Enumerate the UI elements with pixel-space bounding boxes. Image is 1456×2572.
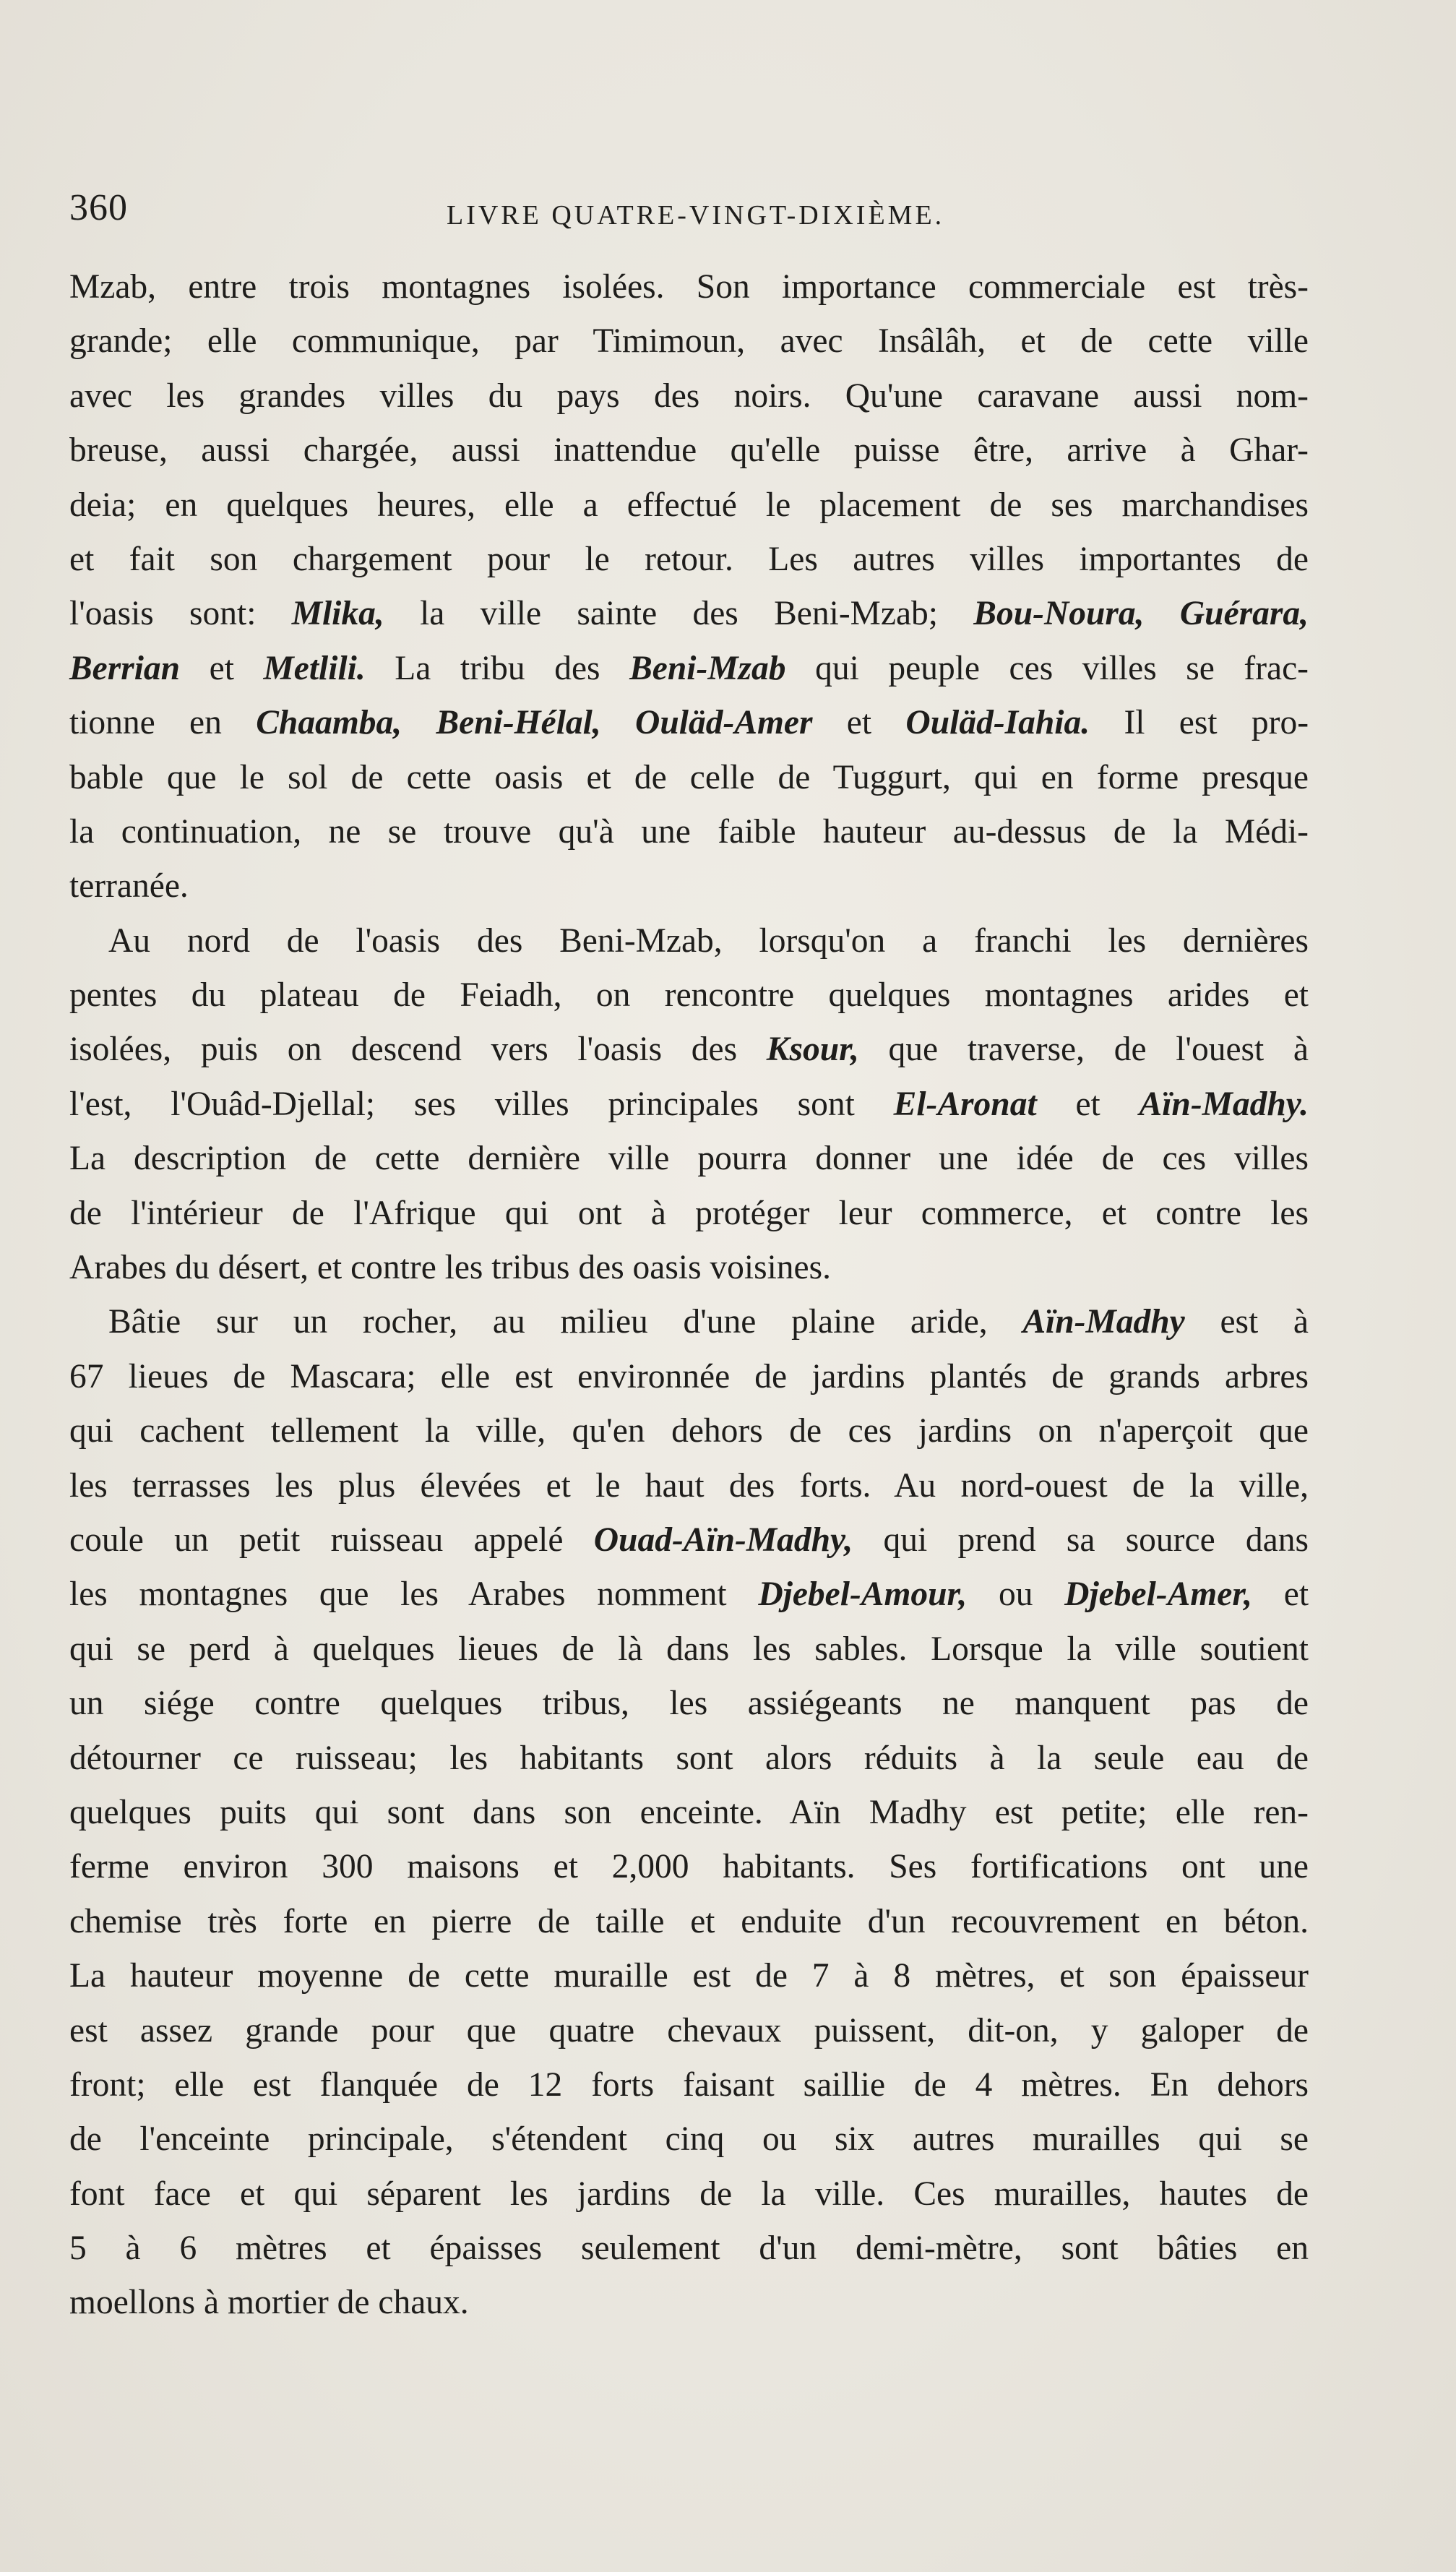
text-line bbox=[69, 2222, 1309, 2276]
text-segment: moellons à mortier de chaux. bbox=[69, 2284, 469, 2322]
italic-place-name: Bou-Noura, Guérara, bbox=[973, 595, 1309, 633]
text-line bbox=[69, 2004, 1309, 2058]
text-segment: les montagnes que les Arabes nomment bbox=[69, 1575, 759, 1614]
text-line bbox=[69, 1786, 1309, 1840]
text-line bbox=[69, 1404, 1309, 1458]
text-line bbox=[69, 369, 1309, 423]
text-segment: et fait son chargement pour le retour. Les autres villes importantes de bbox=[69, 540, 1309, 578]
running-head: LIVRE QUATRE-VINGT-DIXIÈME. bbox=[447, 200, 945, 231]
text-line bbox=[69, 2058, 1309, 2112]
text-segment: de l'intérieur de l'Afrique qui ont à protéger leur commerce, et contre les bbox=[69, 1194, 1309, 1232]
text-line bbox=[69, 423, 1309, 478]
text-segment: la ville sainte des Beni-Mzab; bbox=[384, 595, 974, 633]
text-segment: 5 à 6 mètres et épaisses seulement d'un demi-mètre, sont bâties en bbox=[69, 2229, 1309, 2268]
text-segment: Mzab, entre trois montagnes isolées. Son importance commerciale est très- bbox=[69, 268, 1309, 306]
italic-place-name: Ksour, bbox=[766, 1031, 859, 1069]
italic-place-name: Ouad-Aïn-Madhy, bbox=[593, 1521, 853, 1559]
text-segment: breuse, aussi chargée, aussi inattendue qu'elle puisse être, arrive à Ghar- bbox=[69, 431, 1309, 470]
text-segment: isolées, puis on descend vers l'oasis des bbox=[69, 1031, 767, 1069]
text-line bbox=[69, 533, 1309, 587]
italic-place-name: Aïn-Madhy bbox=[1022, 1303, 1185, 1341]
text-segment: un siége contre quelques tribus, les assiégeants ne manquent pas de bbox=[69, 1685, 1309, 1723]
italic-place-name: Beni-Mzab bbox=[629, 649, 786, 687]
text-segment: et bbox=[1252, 1575, 1309, 1614]
italic-place-name: Chaamba, Beni-Hélal, Ouläd-Amer bbox=[256, 704, 813, 742]
text-segment: les terrasses les plus élevées et le haut des forts. Au nord-ouest de la ville, bbox=[69, 1466, 1309, 1505]
italic-place-name: Aïn-Madhy. bbox=[1139, 1085, 1309, 1123]
text-segment: ferme environ 300 maisons et 2,000 habitants. Ses fortifications ont une bbox=[69, 1848, 1309, 1886]
text-segment: La description de cette dernière ville pourra donner une idée de ces villes bbox=[69, 1140, 1309, 1178]
text-segment: terranée. bbox=[69, 867, 189, 906]
page-number: 360 bbox=[69, 187, 128, 228]
italic-place-name: Mlika, bbox=[291, 595, 384, 633]
text-segment: Arabes du désert, et contre les tribus des oasis voisines. bbox=[69, 1249, 831, 1287]
text-line bbox=[69, 1513, 1309, 1567]
text-segment: La tribu des bbox=[365, 649, 630, 687]
text-line bbox=[69, 751, 1309, 805]
text-segment: Bâtie sur un rocher, au milieu d'une plaine aride, bbox=[108, 1303, 1023, 1341]
text-line bbox=[69, 805, 1309, 859]
body-text bbox=[69, 260, 1309, 2331]
text-line bbox=[69, 1459, 1309, 1513]
text-line bbox=[69, 478, 1309, 533]
text-segment: que traverse, de l'ouest à bbox=[858, 1031, 1309, 1069]
text-segment: qui cachent tellement la ville, qu'en dehors de ces jardins on n'aperçoit que bbox=[69, 1412, 1309, 1450]
text-segment: front; elle est flanquée de 12 forts faisant saillie de 4 mètres. En dehors bbox=[69, 2065, 1309, 2104]
text-line bbox=[69, 1187, 1309, 1241]
text-line bbox=[69, 1895, 1309, 1949]
text-line bbox=[69, 1840, 1309, 1894]
italic-place-name: Djebel-Amer, bbox=[1064, 1575, 1253, 1614]
text-line bbox=[69, 2167, 1309, 2222]
text-line bbox=[69, 1241, 1309, 1295]
text-segment: coule un petit ruisseau appelé bbox=[69, 1521, 594, 1559]
text-segment: 67 lieues de Mascara; elle est environnée de jardins plantés de grands arbres bbox=[69, 1357, 1309, 1395]
text-line bbox=[69, 314, 1309, 369]
text-segment: la continuation, ne se trouve qu'à une faible hauteur au-dessus de la Médi- bbox=[69, 812, 1309, 851]
text-line bbox=[69, 1677, 1309, 1731]
text-segment: l'est, l'Ouâd-Djellal; ses villes principales sont bbox=[69, 1085, 894, 1123]
text-line bbox=[69, 1078, 1309, 1132]
text-line bbox=[69, 1023, 1309, 1077]
text-line bbox=[69, 1567, 1309, 1622]
text-segment: avec les grandes villes du pays des noirs. Qu'une caravane aussi nom- bbox=[69, 377, 1309, 415]
text-segment: tionne en bbox=[69, 704, 257, 742]
text-segment: Au nord de l'oasis des Beni-Mzab, lorsqu'on a franchi les dernières bbox=[108, 921, 1309, 960]
text-segment: qui se perd à quelques lieues de là dans les sables. Lorsque la ville soutient bbox=[69, 1630, 1309, 1668]
italic-place-name: Ouläd-Iahia. bbox=[905, 704, 1090, 742]
text-segment: et bbox=[1036, 1085, 1140, 1123]
text-segment: de l'enceinte principale, s'étendent cinq ou six autres murailles qui se bbox=[69, 2120, 1309, 2159]
text-segment: pentes du plateau de Feiadh, on rencontre quelques montagnes arides et bbox=[69, 976, 1309, 1015]
italic-place-name: Djebel-Amour, bbox=[758, 1575, 968, 1614]
text-line bbox=[69, 696, 1309, 750]
text-segment: qui prend sa source dans bbox=[853, 1521, 1309, 1559]
text-line bbox=[69, 1622, 1309, 1677]
italic-place-name: Metlili. bbox=[263, 649, 366, 687]
text-line bbox=[69, 1949, 1309, 2003]
text-line bbox=[69, 1350, 1309, 1404]
text-segment: deia; en quelques heures, elle a effectué le placement de ses marchandises bbox=[69, 486, 1309, 524]
text-line bbox=[69, 1732, 1309, 1786]
text-line bbox=[69, 1295, 1309, 1349]
text-segment: qui peuple ces villes se frac- bbox=[785, 649, 1309, 687]
text-line bbox=[69, 2276, 1309, 2330]
text-line bbox=[69, 968, 1309, 1023]
text-segment: et bbox=[180, 649, 264, 687]
text-line bbox=[69, 859, 1309, 913]
italic-place-name: Berrian bbox=[69, 649, 181, 687]
text-segment: est à bbox=[1184, 1303, 1309, 1341]
text-segment: grande; elle communique, par Timimoun, avec Insâlâh, et de cette ville bbox=[69, 322, 1309, 361]
text-segment: Il est pro- bbox=[1090, 704, 1309, 742]
text-line bbox=[69, 260, 1309, 314]
text-line bbox=[69, 1132, 1309, 1186]
text-segment: La hauteur moyenne de cette muraille est de 7 à 8 mètres, et son épaisseur bbox=[69, 1957, 1309, 1995]
text-line bbox=[69, 2112, 1309, 2167]
italic-place-name: El-Aronat bbox=[893, 1085, 1037, 1123]
text-segment: et bbox=[812, 704, 906, 742]
text-segment: ou bbox=[967, 1575, 1065, 1614]
text-line bbox=[69, 914, 1309, 968]
text-segment: font face et qui séparent les jardins de la ville. Ces murailles, hautes de bbox=[69, 2175, 1309, 2213]
text-line bbox=[69, 642, 1309, 696]
text-line bbox=[69, 587, 1309, 641]
text-segment: l'oasis sont: bbox=[69, 595, 292, 633]
text-segment: quelques puits qui sont dans son enceinte. Aïn Madhy est petite; elle ren- bbox=[69, 1793, 1309, 1831]
text-segment: chemise très forte en pierre de taille et enduite d'un recouvrement en béton. bbox=[69, 1902, 1309, 1940]
text-segment: détourner ce ruisseau; les habitants sont alors réduits à la seule eau de bbox=[69, 1739, 1309, 1777]
text-segment: est assez grande pour que quatre chevaux puissent, dit-on, y galoper de bbox=[69, 2011, 1309, 2050]
text-segment: bable que le sol de cette oasis et de celle de Tuggurt, qui en forme presque bbox=[69, 758, 1309, 796]
